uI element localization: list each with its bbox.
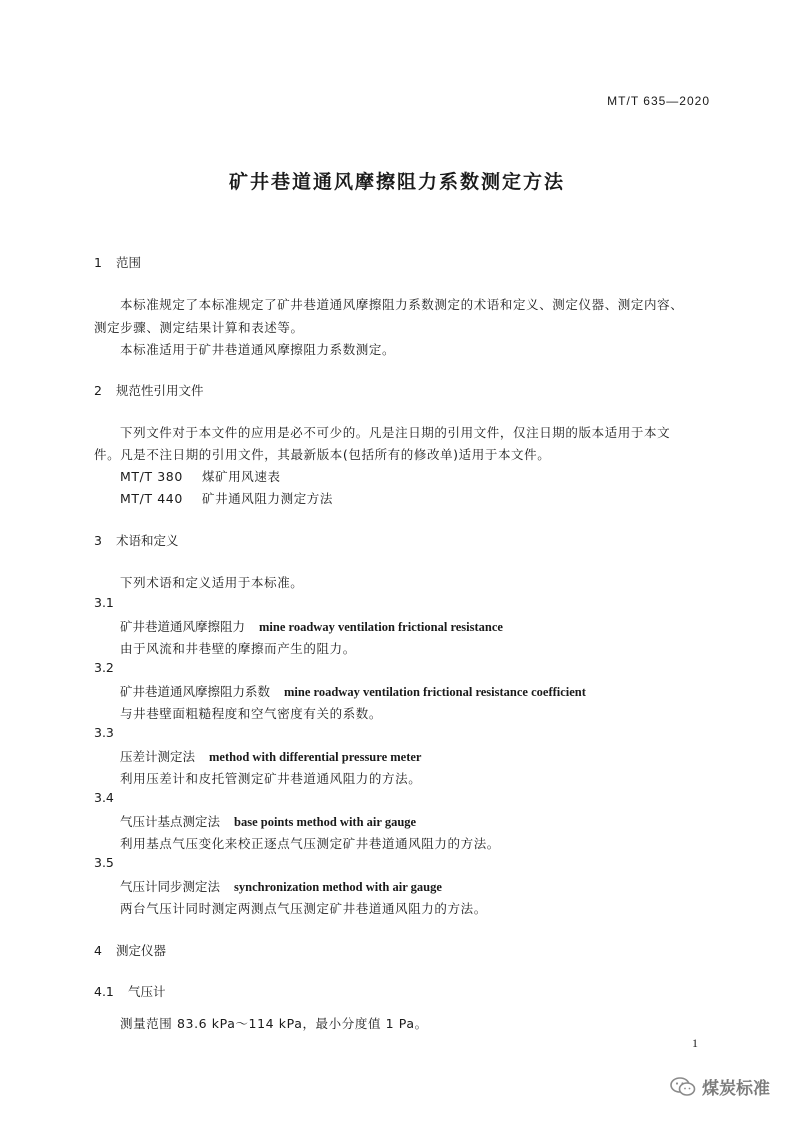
term-title: 矿井巷道通风摩擦阻力 mine roadway ventilation frictional resistance bbox=[120, 619, 503, 634]
section-4-1-heading: 4.1 气压计 bbox=[94, 984, 166, 999]
reference-item: MT/T 380 煤矿用风速表 bbox=[120, 469, 281, 484]
term-title: 气压计同步测定法 synchronization method with air gauge bbox=[120, 879, 442, 894]
term-number: 3.4 bbox=[94, 790, 114, 805]
section-2-paragraph-1a: 下列文件对于本文件的应用是必不可少的。凡是注日期的引用文件，仅注日期的版本适用于本文 bbox=[120, 425, 671, 440]
term-definition: 两台气压计同时测定两测点气压测定矿井巷道通风阻力的方法。 bbox=[120, 901, 487, 916]
term-title: 气压计基点测定法 base points method with air gauge bbox=[120, 814, 417, 829]
page-title: 矿井巷道通风摩擦阻力系数测定方法 bbox=[228, 171, 565, 193]
term-number: 3.2 bbox=[94, 660, 114, 675]
section-1-paragraph-1b: 测定步骤、测定结果计算和表述等。 bbox=[94, 320, 304, 335]
section-2-heading: 2 规范性引用文件 bbox=[94, 383, 204, 398]
term-number: 3.3 bbox=[94, 725, 114, 740]
section-4-1-paragraph: 测量范围 83.6 kPa～114 kPa，最小分度值 1 Pa。 bbox=[120, 1016, 428, 1031]
term-number: 3.1 bbox=[94, 595, 114, 610]
term-number: 3.5 bbox=[94, 855, 114, 870]
term-definition: 与井巷壁面粗糙程度和空气密度有关的系数。 bbox=[120, 706, 383, 721]
term-title: 矿井巷道通风摩擦阻力系数 mine roadway ventilation frictional resistance coefficient bbox=[120, 684, 586, 699]
standard-code: MT/T 635—2020 bbox=[607, 94, 710, 108]
page-number: 1 bbox=[692, 1036, 698, 1050]
section-3-heading: 3 术语和定义 bbox=[94, 533, 179, 548]
section-1-heading: 1 范围 bbox=[94, 255, 142, 270]
watermark-text: 煤炭标准 bbox=[702, 1079, 770, 1099]
section-2-paragraph-1b: 件。凡是不注日期的引用文件，其最新版本(包括所有的修改单)适用于本文件。 bbox=[94, 447, 551, 462]
section-3-intro: 下列术语和定义适用于本标准。 bbox=[120, 575, 304, 590]
term-definition: 利用压差计和皮托管测定矿井巷道通风阻力的方法。 bbox=[120, 771, 422, 786]
section-1-paragraph-1a: 本标准规定了本标准规定了矿井巷道通风摩擦阻力系数测定的术语和定义、测定仪器、测定内容、 bbox=[120, 297, 684, 312]
section-4-heading: 4 测定仪器 bbox=[94, 943, 167, 958]
watermark bbox=[670, 1074, 770, 1099]
term-definition: 由于风流和井巷壁的摩擦而产生的阻力。 bbox=[120, 641, 356, 656]
wechat-icon bbox=[670, 1077, 696, 1097]
term-definition: 利用基点气压变化来校正逐点气压测定矿井巷道通风阻力的方法。 bbox=[120, 836, 500, 851]
section-1-paragraph-2: 本标准适用于矿井巷道通风摩擦阻力系数测定。 bbox=[120, 342, 396, 357]
reference-item: MT/T 440 矿井通风阻力测定方法 bbox=[120, 491, 334, 506]
term-title: 压差计测定法 method with differential pressure meter bbox=[120, 749, 422, 764]
